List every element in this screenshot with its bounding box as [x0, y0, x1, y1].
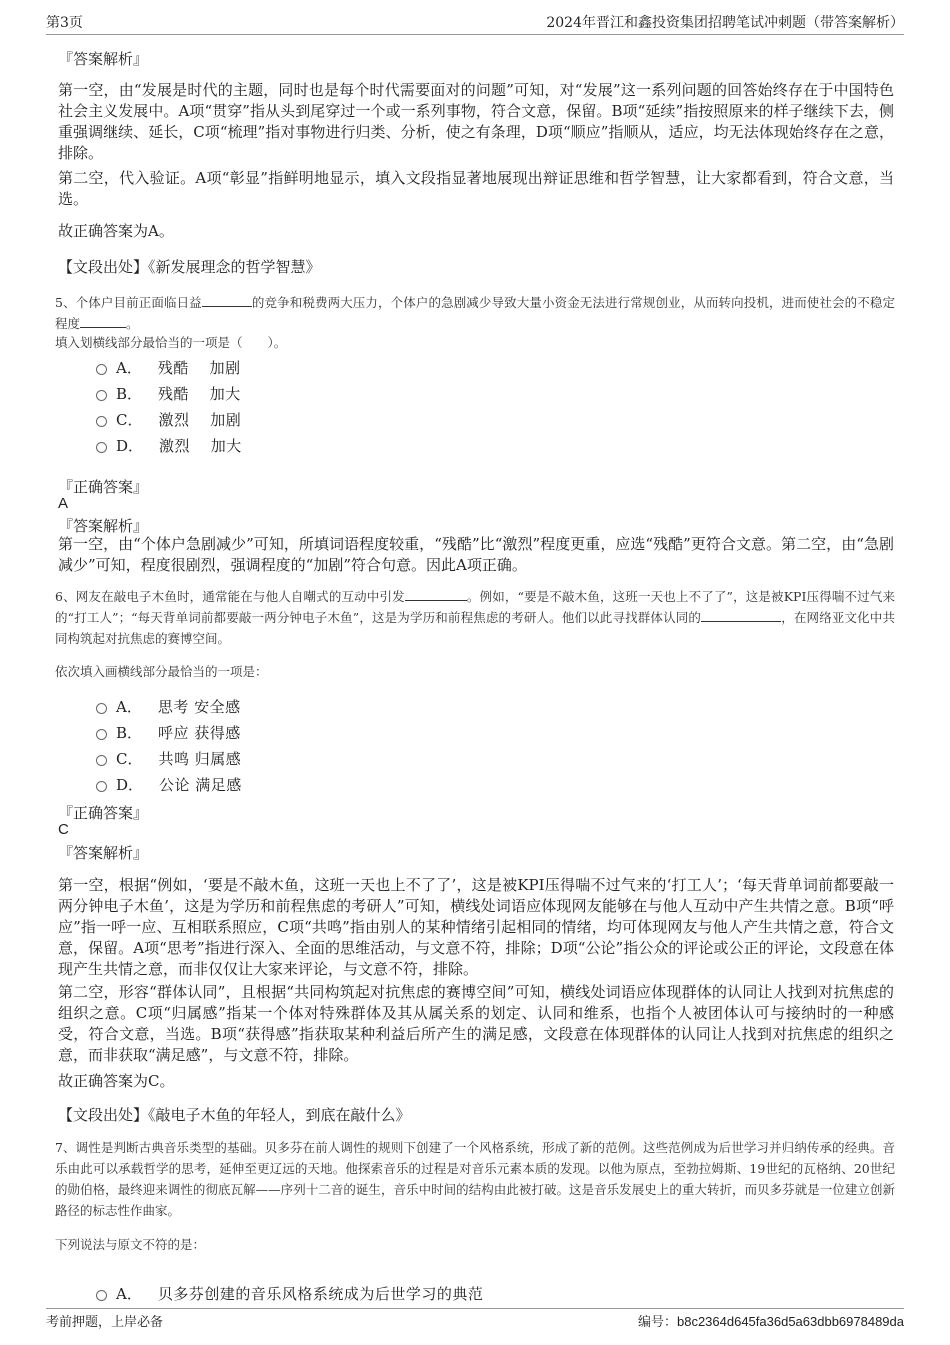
analysis-paragraph: 第一空，由“个体户急剧减少”可知，所填词语程度较重，“残酷”比“激烈”程度更重，应选“残酷”更符合文意。第二空，由“急剧减少”可知，程度很剧烈，强调程度的“加剧”符合句意。因此A项正确。 — [58, 535, 894, 574]
option-b[interactable]: B． 残酷 加大 — [96, 383, 241, 404]
option-d[interactable]: D． 公论 满足感 — [96, 774, 242, 795]
question-6-prompt: 依次填入画横线部分最恰当的一项是： — [55, 664, 268, 679]
document-title: 2024年晋江和鑫投资集团招聘笔试冲刺题（带答案解析） — [546, 15, 904, 31]
analysis-paragraph: 第二空，代入验证。A项“彰显”指鲜明地显示，填入文段指显著地展现出辩证思维和哲学智慧，让大家都看到，符合文意，当选。 — [58, 169, 894, 208]
option-c[interactable]: C． 激烈 加剧 — [96, 409, 241, 430]
source-citation: 【文段出处】《敲电子木鱼的年轻人，到底在敲什么》 — [58, 1106, 411, 1124]
document-code: 编号：b8c2364d645fa36d5a63dbb6978489da — [637, 1313, 904, 1330]
page-number: 第3页 — [46, 15, 83, 31]
question-7-stem: 7、调性是判断古典音乐类型的基础。贝多芬在前人调性的规则下创建了一个风格系统，形成了新的范例。这些范例成为后世学习并归纳传承的经典。音乐由此可以承载哲学的思考，延伸至更辽远的天地。他探索音乐的过程是对音乐元素本质的发现。以他为原点，至勃拉姆斯、19世纪的瓦格纳、20世纪的勋伯格，最终迎来调性的彻底瓦解——序列十二音的诞生，音乐中时间的结构由此被打破。这是音乐发展史上的重大转折，而贝多芬就是一位建立创新路径的标志性作曲家。 — [55, 1140, 895, 1218]
question-7-prompt: 下列说法与原文不符的是： — [55, 1237, 206, 1252]
radio-icon[interactable] — [96, 1290, 107, 1301]
question-6-stem: 6、网友在敲电子木鱼时，通常能在与他人自嘲式的互动中引发 。例如，“要是不敲木鱼，这班一天也上不了了”，这是被KPI压得喘不过气来的“打工人”；“每天背单词前都要敲一两分钟电子木鱼”，这是为学历和前程焦虑的考研人。他们以此寻找群体认同的 ，在网络亚文化中共同构筑起对抗焦虑的赛博空间。 — [55, 589, 895, 646]
conclusion: 故正确答案为C。 — [58, 1072, 175, 1090]
page-footer — [46, 1308, 904, 1331]
question-5-stem: 5、个体户目前正面临日益 的竞争和税费两大压力，个体户的急剧减少导致大量小资金无法进行常规创业，从而转向投机，进而使社会的不稳定程度 。 — [55, 295, 895, 331]
radio-icon[interactable] — [96, 390, 107, 401]
analysis-label: 『答案解析』 — [58, 50, 149, 68]
radio-icon[interactable] — [96, 755, 107, 766]
option-a[interactable]: A． 贝多芬创建的音乐风格系统成为后世学习的典范 — [96, 1283, 483, 1304]
analysis-paragraph: 第二空，形容“群体认同”，且根据“共同构筑起对抗焦虑的赛博空间”可知，横线处词语应体现群体的认同让人找到对抗焦虑的组织之意。C项“归属感”指某一个体对特殊群体及其从属关系的划定、认同和维系，也指个人被团体认可与接纳时的一种感受，符合文意，当选。B项“获得感”指获取某种利益后所产生的满足感，文段意在体现群体的认同让人找到对抗焦虑的组织之意，而非获取“满足感”，与文意不符，排除。 — [58, 983, 894, 1064]
correct-answer-label: 『正确答案』 — [58, 804, 149, 822]
option-d[interactable]: D． 激烈 加大 — [96, 435, 242, 456]
correct-answer-label: 『正确答案』 — [58, 478, 149, 496]
source-citation: 【文段出处】《新发展理念的哲学智慧》 — [58, 258, 321, 276]
footer-slogan: 考前押题，上岸必备 — [46, 1314, 164, 1330]
option-a[interactable]: A． 思考 安全感 — [96, 696, 241, 717]
analysis-label: 『答案解析』 — [58, 517, 149, 535]
radio-icon[interactable] — [96, 442, 107, 453]
page-header — [46, 10, 904, 35]
radio-icon[interactable] — [96, 781, 107, 792]
correct-answer: A — [58, 495, 69, 512]
analysis-label: 『答案解析』 — [58, 844, 149, 862]
radio-icon[interactable] — [96, 703, 107, 714]
radio-icon[interactable] — [96, 364, 107, 375]
option-b[interactable]: B． 呼应 获得感 — [96, 722, 241, 743]
question-5-prompt: 填入划横线部分最恰当的一项是（ ）。 — [55, 335, 287, 350]
conclusion: 故正确答案为A。 — [58, 222, 174, 240]
analysis-paragraph: 第一空，根据“例如，‘要是不敲木鱼，这班一天也上不了了’，这是被KPI压得喘不过气来的‘打工人’；‘每天背单词前都要敲一两分钟电子木鱼’，这是为学历和前程焦虑的考研人”可知，横线处词语应体现网友能够在与他人互动中产生共情之意。B项“呼应”指一呼一应、互相联系照应，C项“共鸣”指由别人的某种情绪引起相同的情绪，均可体现网友与他人产生共情之意，符合文意，保留。A项“思考”指进行深入、全面的思维活动，与文意不符，排除；D项“公论”指公众的评论或公正的评论，文段意在体现产生共情之意，而非仅仅让大家来评论，与文意不符，排除。 — [58, 876, 894, 978]
option-a[interactable]: A． 残酷 加剧 — [96, 357, 241, 378]
analysis-paragraph: 第一空，由“发展是时代的主题，同时也是每个时代需要面对的问题”可知，对“发展”这一系列问题的回答始终存在于中国特色社会主义发展中。A项“贯穿”指从头到尾穿过一个或一系列事物，符合文意，保留。B项“延续”指按照原来的样子继续下去，侧重强调继续、延长，C项“梳理”指对事物进行归类、分析，使之有条理，D项“顺应”指顺从，适应，均无法体现始终存在之意，排除。 — [58, 81, 894, 162]
correct-answer: C — [58, 821, 69, 838]
radio-icon[interactable] — [96, 416, 107, 427]
radio-icon[interactable] — [96, 729, 107, 740]
option-c[interactable]: C． 共鸣 归属感 — [96, 748, 241, 769]
